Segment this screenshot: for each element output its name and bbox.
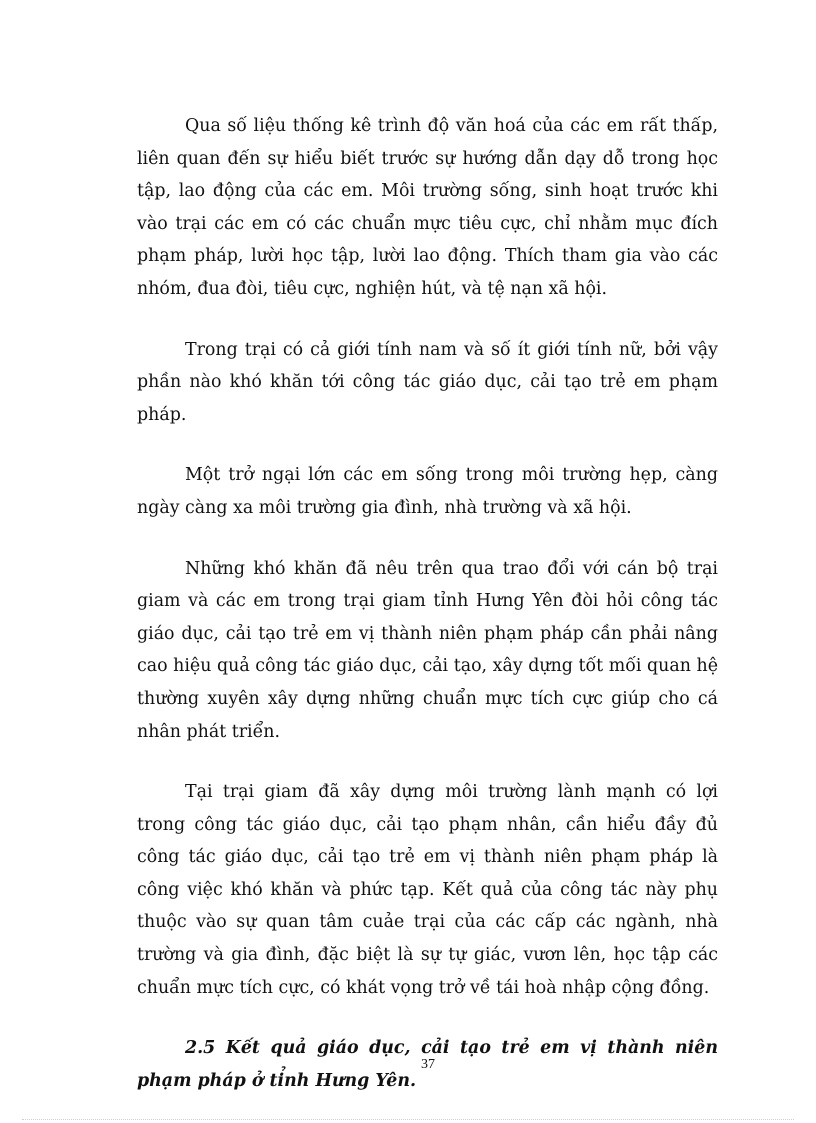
page-bottom-divider	[22, 1119, 794, 1120]
paragraph-1: Qua số liệu thống kê trình độ văn hoá của các em rất thấp, liên quan đến sự hiểu biết trước sự hướng dẫn dạy dỗ trong học tập, lao động của các em. Môi trường sống, sinh hoạt trước khi vào trại các em có các chuẩn mực tiêu cực, chỉ nhằm mục đích phạm pháp, lười học tập, lười lao động. Thích tham gia vào các nhóm, đua đòi, tiêu cực, nghiện hút, và tệ nạn xã hội.	[137, 116, 718, 299]
page-number: 37	[421, 1057, 435, 1072]
paragraph-4: Những khó khăn đã nêu trên qua trao đổi với cán bộ trại giam và các em trong trại giam tỉnh Hưng Yên đòi hỏi công tác giáo dục, cải tạo trẻ em vị thành niên phạm pháp cần phải nâng cao hiệu quả công tác giáo dục, cải tạo, xây dựng tốt mối quan hệ thường xuyên xây dựng những chuẩn mực tích cực giúp cho cá nhân phát triển.	[137, 558, 718, 742]
paragraph-3: Một trở ngại lớn các em sống trong môi trường hẹp, càng ngày càng xa môi trường gia đình, nhà trường và xã hội.	[137, 465, 718, 518]
section-heading: 2.5 Kết quả giáo dục, cải tạo trẻ em vị thành niên phạm pháp ở tỉnh Hưng Yên.	[137, 1038, 718, 1091]
page-body	[137, 110, 718, 1097]
paragraph-2: Trong trại có cả giới tính nam và số ít giới tính nữ, bởi vậy phần nào khó khăn tới công tác giáo dục, cải tạo trẻ em phạm pháp.	[137, 339, 718, 425]
paragraph-5: Tại trại giam đã xây dựng môi trường lành mạnh có lợi trong công tác giáo dục, cải tạo phạm nhân, cần hiểu đầy đủ công tác giáo dục, cải tạo trẻ em vị thành niên phạm pháp là công việc khó khăn và phức tạp. Kết quả của công tác này phụ thuộc vào sự quan tâm cuảe trại của các cấp các ngành, nhà trường và gia đình, đặc biệt là sự tự giác, vươn lên, học tập các chuẩn mực tích cực, có khát vọng trở về tái hoà nhập cộng đồng.	[137, 782, 718, 998]
